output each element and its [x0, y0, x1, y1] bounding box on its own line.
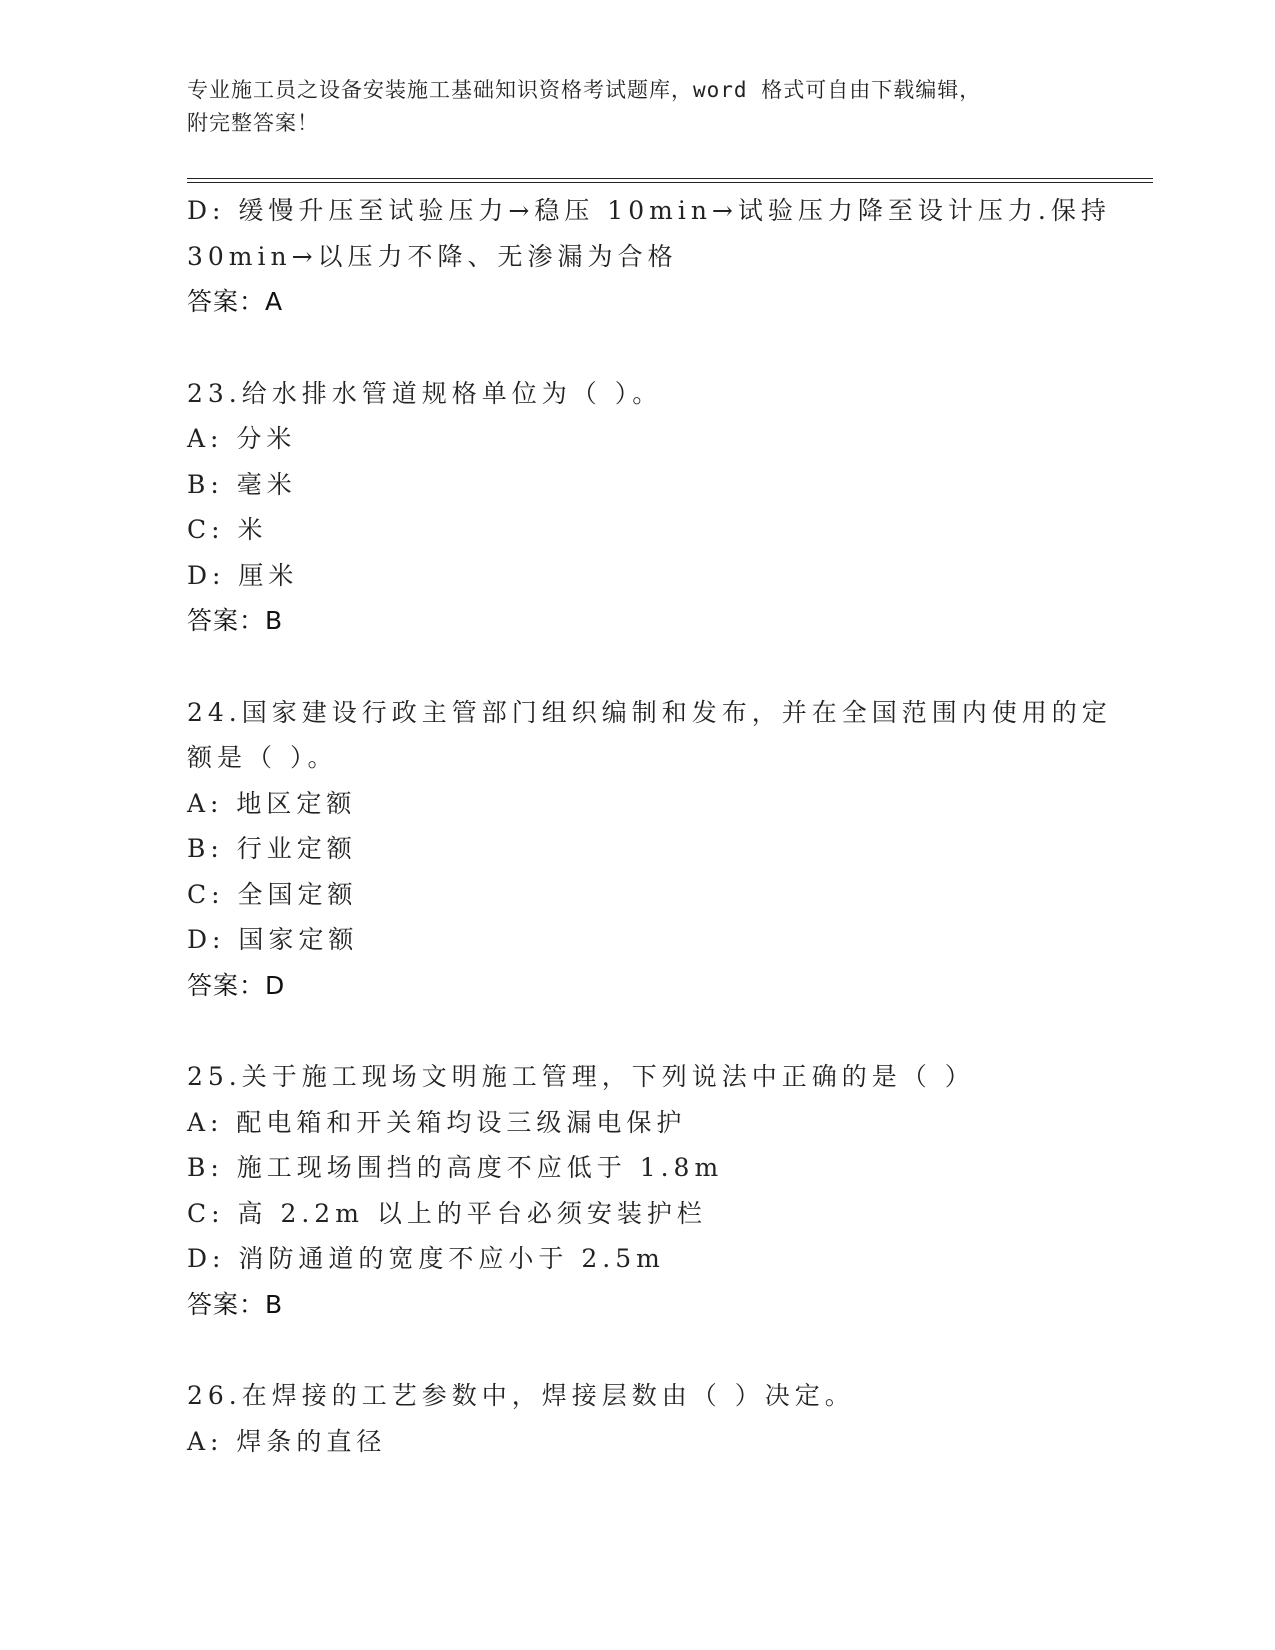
question-23 — [187, 371, 1087, 644]
document-header — [187, 74, 1087, 140]
question-24 — [187, 690, 1112, 1009]
header-divider-bottom — [187, 182, 1153, 183]
option-c: C: 全国定额 — [187, 879, 358, 909]
option-a: A: 配电箱和开关箱均设三级漏电保护 — [187, 1107, 687, 1137]
question-stem-line-2: 额是（ ）。 — [187, 743, 338, 772]
option-b: B: 行业定额 — [187, 834, 357, 863]
question-stem: 23.给水排水管道规格单位为（ ）。 — [187, 378, 663, 408]
option-c: C: 高 2.2m 以上的平台必须安装护栏 — [187, 1198, 707, 1228]
option-b: B: 施工现场围挡的高度不应低于 1.8m — [187, 1153, 724, 1182]
question-stem-line-1: 24.国家建设行政主管部门组织编制和发布，并在全国范围内使用的定 — [187, 697, 1112, 727]
answer: 答案：D — [187, 970, 286, 1000]
option-b: B: 毫米 — [187, 469, 297, 499]
option-d-line-1: D: 缓慢升压至试验压力→稳压 10min→试验压力降至设计压力.保持 — [187, 196, 1111, 225]
header-line-2: 附完整答案！ — [187, 111, 319, 135]
answer: 答案：B — [187, 1289, 284, 1319]
option-a: A: 地区定额 — [187, 788, 357, 818]
header-line-1: 专业施工员之设备安装施工基础知识资格考试题库，word 格式可自由下载编辑， — [187, 78, 982, 102]
question-26 — [187, 1373, 1087, 1464]
question-25 — [187, 1054, 1087, 1327]
option-d-line-2: 30min→以压力不降、无渗漏为合格 — [187, 241, 678, 271]
option-a: A: 分米 — [187, 424, 297, 453]
option-c: C: 米 — [187, 515, 268, 544]
question-22-continued — [187, 188, 1111, 325]
option-d: D: 消防通道的宽度不应小于 2.5m — [187, 1244, 665, 1273]
option-d: D: 厘米 — [187, 560, 299, 590]
option-a: A: 焊条的直径 — [187, 1426, 387, 1456]
question-stem: 26.在焊接的工艺参数中，焊接层数由（ ）决定。 — [187, 1381, 855, 1410]
answer: 答案：A — [187, 287, 284, 316]
answer: 答案：B — [187, 606, 284, 635]
option-d: D: 国家定额 — [187, 925, 359, 954]
question-list — [187, 188, 1112, 1464]
question-stem: 25.关于施工现场文明施工管理，下列说法中正确的是（ ） — [187, 1062, 975, 1091]
header-divider-top — [187, 178, 1153, 179]
